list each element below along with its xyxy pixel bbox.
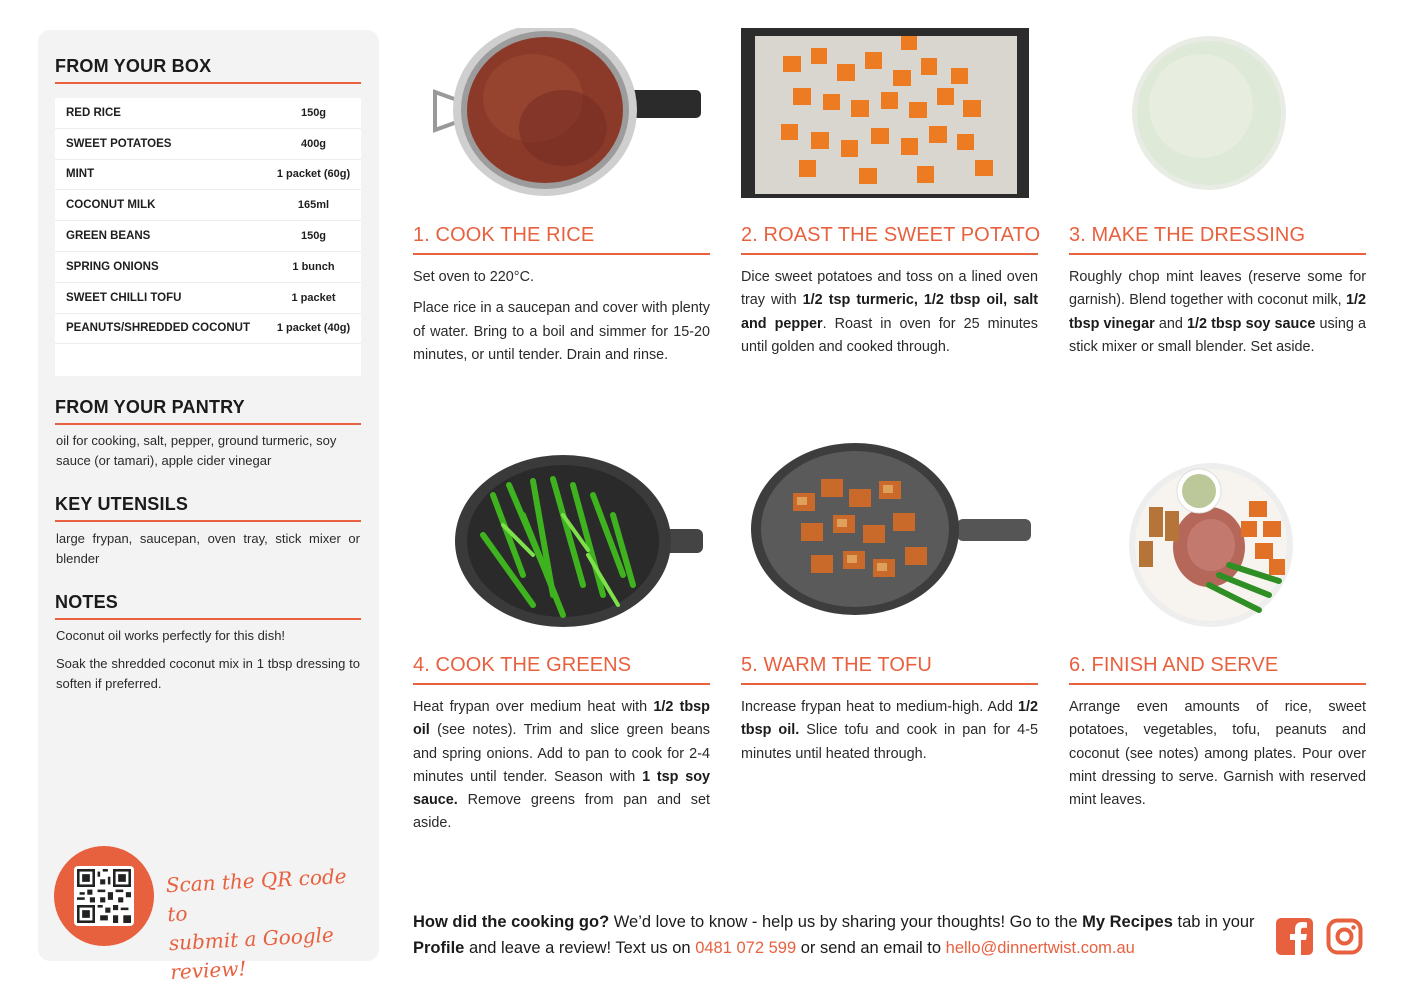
ingredient-qty: 1 bunch xyxy=(292,260,335,273)
instagram-icon[interactable] xyxy=(1326,918,1363,955)
step-1-paragraph-1: Set oven to 220°C. xyxy=(413,269,534,285)
qr-caption-line-1: Scan the QR code to xyxy=(165,863,348,927)
step-4-bold: 1/2 tbsp oil xyxy=(413,699,710,739)
ingredient-row xyxy=(55,190,361,221)
ingredients-sidebar xyxy=(38,30,379,985)
ingredient-name: PEANUTS/SHREDDED COCONUT xyxy=(66,322,251,335)
step-5-title: 5. WARM THE TOFU xyxy=(741,654,932,676)
ingredient-qty: 400g xyxy=(300,137,327,150)
footer-text: or send an email to xyxy=(796,939,946,957)
step-3-text: and xyxy=(1154,315,1187,332)
ingredient-row xyxy=(55,221,361,252)
my-recipes-link[interactable]: My Recipes xyxy=(1082,913,1173,931)
greens-photo xyxy=(413,455,710,625)
qr-caption-line-2: submit a Google review! xyxy=(168,922,335,985)
ingredient-qty: 150g xyxy=(300,106,327,119)
finished-dish-photo xyxy=(1069,455,1366,625)
from-your-pantry-heading: FROM YOUR PANTRY xyxy=(55,397,245,417)
ingredient-row xyxy=(55,252,361,283)
step-6-text: Arrange even amounts of rice, sweet potatoes, vegetables, tofu, peanuts and coconut (see notes) among plates. Pour over mint dressing to serve. Garnish with reserved mint leaves. xyxy=(1069,699,1366,809)
divider xyxy=(55,618,361,620)
qr-code-icon[interactable] xyxy=(74,866,134,926)
step-3-text: Roughly chop mint leaves (reserve some for garnish). Blend together with coconut milk, xyxy=(1069,269,1366,309)
divider xyxy=(413,683,710,685)
ingredient-qty: 1 packet (60g) xyxy=(276,168,351,181)
ingredient-row xyxy=(55,314,361,345)
divider xyxy=(741,253,1038,255)
divider xyxy=(1069,683,1366,685)
ingredient-name: COCONUT MILK xyxy=(66,199,156,212)
tofu-photo xyxy=(741,443,1038,613)
divider xyxy=(55,423,361,425)
key-utensils-heading: KEY UTENSILS xyxy=(55,494,189,514)
sweet-potato-photo xyxy=(741,28,1038,198)
facebook-icon[interactable] xyxy=(1276,918,1313,955)
step-1-title: 1. COOK THE RICE xyxy=(413,224,595,246)
ingredient-qty: 1 packet xyxy=(291,291,336,304)
step-1-body xyxy=(413,266,710,375)
step-3-title: 3. MAKE THE DRESSING xyxy=(1069,224,1306,246)
ingredient-name: GREEN BEANS xyxy=(66,230,151,243)
utensils-text: large frypan, saucepan, oven tray, stick mixer or blender xyxy=(56,531,360,566)
note-2: Soak the shredded coconut mix in 1 tbsp dressing to soften if preferred. xyxy=(56,656,360,691)
divider xyxy=(741,683,1038,685)
ingredient-row xyxy=(55,160,361,191)
step-4-text: Heat frypan over medium heat with xyxy=(413,699,654,715)
qr-caption xyxy=(165,861,371,987)
step-3-bold: 1/2 tbsp soy sauce xyxy=(1186,315,1316,332)
step-4-title: 4. COOK THE GREENS xyxy=(413,654,632,676)
ingredient-name: RED RICE xyxy=(66,106,121,119)
dressing-photo xyxy=(1069,28,1366,198)
footer-text: tab in your xyxy=(1172,913,1255,931)
notes-heading: NOTES xyxy=(55,592,119,612)
qr-code-badge[interactable] xyxy=(54,846,154,946)
divider xyxy=(413,253,710,255)
divider xyxy=(55,520,361,522)
step-5-bold: 1/2 tbsp oil. xyxy=(741,699,1038,739)
step-3-bold: 1/2 tbsp vinegar xyxy=(1069,292,1366,332)
step-3-body xyxy=(1069,266,1366,367)
footer-text: We’d love to know - help us by sharing your thoughts! Go to the xyxy=(609,913,1083,931)
review-footer xyxy=(413,909,1263,961)
ingredient-row xyxy=(55,283,361,314)
ingredient-qty: 1 packet (40g) xyxy=(276,322,351,335)
divider xyxy=(1069,253,1366,255)
step-2-body xyxy=(741,266,1038,367)
step-2-title: 2. ROAST THE SWEET POTATO xyxy=(741,224,1041,246)
note-1: Coconut oil works perfectly for this dish! xyxy=(56,628,286,643)
ingredient-qty: 165ml xyxy=(297,199,330,212)
ingredient-row xyxy=(55,129,361,160)
from-your-box-heading: FROM YOUR BOX xyxy=(55,56,212,76)
step-4-bold: 1 tsp soy sauce. xyxy=(413,768,710,809)
step-6-title: 6. FINISH AND SERVE xyxy=(1069,654,1279,676)
ingredient-name: SWEET POTATOES xyxy=(66,137,172,150)
email-link[interactable]: hello@dinnertwist.com.au xyxy=(945,939,1135,957)
step-4-text: (see notes). Trim and slice green beans and spring onions. Add to pan to cook for 2-4 minutes until tender. Season with xyxy=(413,722,710,785)
step-2-text: Dice sweet potatoes and toss on a lined oven tray with xyxy=(741,269,1038,309)
step-3-text: using a stick mixer or small blender. Set aside. xyxy=(1069,315,1366,355)
ingredient-name: SWEET CHILLI TOFU xyxy=(66,291,182,304)
step-5-text: Increase frypan heat to medium-high. Add xyxy=(741,699,1018,715)
phone-link[interactable]: 0481 072 599 xyxy=(695,939,797,957)
ingredient-row xyxy=(55,98,361,129)
step-4-body xyxy=(413,696,710,844)
ingredient-name: SPRING ONIONS xyxy=(66,260,159,273)
ingredient-name: MINT xyxy=(66,168,95,181)
footer-question: How did the cooking go? xyxy=(413,913,610,931)
ingredient-qty: 150g xyxy=(300,230,327,243)
step-6-body xyxy=(1069,696,1366,820)
ingredients-table xyxy=(55,98,361,376)
profile-link[interactable]: Profile xyxy=(413,939,465,957)
step-5-body xyxy=(741,696,1038,774)
step-2-text: . Roast in oven for 25 minutes until golden and cooked through. xyxy=(741,315,1038,355)
divider xyxy=(55,82,361,84)
step-1-paragraph-2: Place rice in a saucepan and cover with plenty of water. Bring to a boil and simmer for 15-20 minutes, or until tender. Drain and rinse. xyxy=(413,300,710,363)
step-5-text: Slice tofu and cook in pan for 4-5 minutes until heated through. xyxy=(741,722,1038,762)
footer-text: and leave a review! Text us on xyxy=(464,939,696,957)
step-2-bold: 1/2 tsp turmeric, 1/2 tbsp oil, salt and pepper xyxy=(741,292,1038,332)
step-4-text: Remove greens from pan and set aside. xyxy=(413,792,710,832)
rice-photo xyxy=(413,28,710,198)
pantry-text: oil for cooking, salt, pepper, ground turmeric, soy sauce (or tamari), apple cider vinegar xyxy=(56,433,337,468)
